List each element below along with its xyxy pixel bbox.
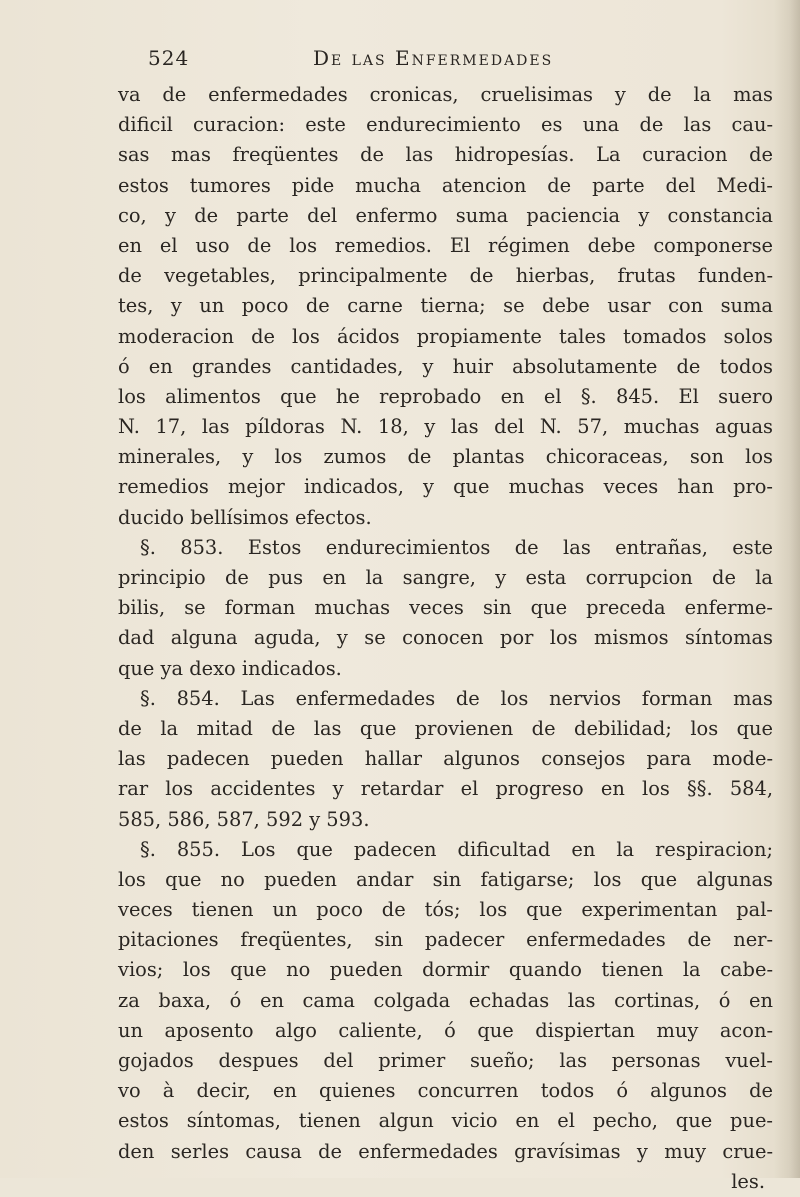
paragraph-853-start: §. 853. Estos endurecimientos de las entrañas, este: [140, 535, 773, 559]
text-line: za baxa, ó en cama colgada echadas las cortinas, ó en: [118, 988, 773, 1012]
text-line: estos síntomas, tienen algun vicio en el pecho, que pue-: [118, 1109, 773, 1133]
text-line: dificil curacion: este endurecimiento es una de las cau-: [118, 113, 773, 137]
running-title: De las Enfermedades: [313, 46, 554, 70]
text-line: co, y de parte del enfermo suma paciencia y constancia: [118, 203, 773, 227]
text-line: bilis, se forman muchas veces sin que preceda enferme-: [118, 596, 773, 620]
text-line: ó en grandes cantidades, y huir absolutamente de todos: [118, 354, 773, 378]
page-edge-shadow: [774, 0, 800, 1178]
text-line: que ya dexo indicados.: [118, 656, 342, 680]
paragraph-854-start: §. 854. Las enfermedades de los nervios forman mas: [140, 686, 773, 710]
page-number: 524: [148, 46, 190, 70]
text-line: vo à decir, en quienes concurren todos ó algunos de: [118, 1079, 773, 1103]
text-line: tes, y un poco de carne tierna; se debe usar con suma: [118, 294, 773, 318]
text-line: moderacion de los ácidos propiamente tales tomados solos: [118, 324, 773, 348]
text-line: vios; los que no pueden dormir quando tienen la cabe-: [118, 958, 773, 982]
text-line: va de enfermedades cronicas, cruelisimas y de la mas: [118, 83, 773, 106]
text-line: los que no pueden andar sin fatigarse; los que algunas: [118, 867, 773, 891]
text-line: las padecen pueden hallar algunos consejos para mode-: [118, 747, 773, 771]
text-line: den serles causa de enfermedades gravísimas y muy crue-: [118, 1139, 773, 1163]
text-line: principio de pus en la sangre, y esta corrupcion de la: [118, 566, 773, 589]
text-line: estos tumores pide mucha atencion de parte del Medi-: [118, 173, 773, 197]
body-text: [118, 80, 773, 1197]
text-line: los alimentos que he reprobado en el §. 845. El suero: [118, 384, 773, 408]
text-line-final: les.: [731, 1169, 765, 1193]
text-line: ducido bellísimos efectos.: [118, 505, 372, 529]
text-line: 585, 586, 587, 592 y 593.: [118, 807, 370, 831]
text-line: pitaciones freqüentes, sin padecer enfermedades de ner-: [118, 928, 773, 952]
page-header: [148, 46, 608, 74]
text-line: minerales, y los zumos de plantas chicoraceas, son los: [118, 445, 773, 469]
text-line: rar los accidentes y retardar el progreso en los §§. 584,: [118, 777, 773, 801]
text-line: dad alguna aguda, y se conocen por los mismos síntomas: [118, 626, 773, 650]
text-line: un aposento algo caliente, ó que dispiertan muy acon-: [118, 1018, 773, 1042]
text-line: remedios mejor indicados, y que muchas veces han pro-: [118, 475, 773, 499]
paragraph-855-start: §. 855. Los que padecen dificultad en la respiracion;: [140, 837, 773, 861]
text-line: veces tienen un poco de tós; los que experimentan pal-: [118, 898, 773, 922]
text-line: sas mas freqüentes de las hidropesías. La curacion de: [118, 143, 773, 167]
text-line: gojados despues del primer sueño; las personas vuel-: [118, 1049, 773, 1072]
text-line: N. 17, las píldoras N. 18, y las del N. 57, muchas aguas: [118, 415, 773, 439]
text-line: en el uso de los remedios. El régimen debe componerse: [118, 233, 773, 257]
text-line: de vegetables, principalmente de hierbas, frutas funden-: [118, 264, 773, 288]
text-line: de la mitad de las que provienen de debilidad; los que: [118, 716, 773, 740]
